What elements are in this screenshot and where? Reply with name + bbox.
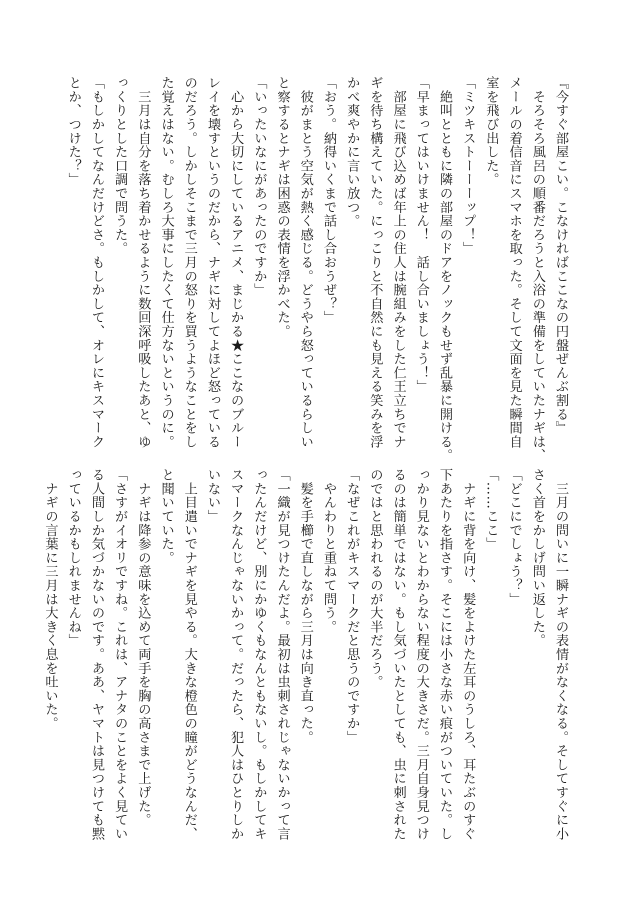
text-line: 絶叫とともに隣の部屋のドアをノックもせず乱暴に開ける。 bbox=[436, 76, 452, 463]
text-line: 髪を手櫛で直しながら三月は向き直った。 bbox=[297, 468, 313, 744]
text-line: さく首をかしげ問い返した。 bbox=[529, 468, 545, 648]
text-line: ナギに背を向け、髪をよけた左耳のうしろ、耳たぶのすぐ bbox=[460, 468, 476, 841]
text-line: 部屋に飛び込めば年上の住人は腕組みをした仁王立ちでナ bbox=[390, 76, 406, 449]
text-line: 「どこにでしょう？」 bbox=[506, 468, 522, 606]
text-line: る人間しか気づかないのです。ああ、ヤマトは見つけても黙 bbox=[88, 468, 104, 841]
text-line: 「一織が見つけたんだよ。最初は虫刺されじゃないかって言 bbox=[274, 468, 290, 841]
text-line: っくりとした口調で問うた。 bbox=[112, 76, 128, 256]
text-line: 「もしかしてなんだけどさ。もしかして、オレにキスマーク bbox=[88, 76, 104, 449]
text-line: いない」 bbox=[204, 468, 220, 524]
text-line: ナギは降参の意味を込めて両手を胸の高さまで上げた。 bbox=[135, 468, 151, 827]
text-line: 『今すぐ部屋こい。こなければここなの円盤ぜんぶ割る』 bbox=[553, 76, 568, 435]
text-line: ナギの言葉に三月は大きく息を吐いた。 bbox=[42, 468, 58, 731]
text-line: 下あたりを指さす。そこには小さな赤い痕がついていた。し bbox=[436, 468, 452, 841]
text-line: とか、つけた？」 bbox=[65, 76, 81, 187]
text-line: 三月は自分を落ち着かせるように数回深呼吸したあと、ゆ bbox=[135, 76, 151, 449]
text-line: 「なぜこれがキスマークだと思うのですか」 bbox=[344, 468, 360, 744]
text-line: やんわりと重ねて問う。 bbox=[320, 468, 336, 634]
text-line: そろそろ風呂の順番だろうと入浴の準備をしていたナギは、 bbox=[529, 76, 545, 463]
text-line: 「さすがイオリですね。これは、アナタのことをよく見てい bbox=[112, 468, 128, 841]
text-line: 「……ここ」 bbox=[483, 468, 499, 551]
text-line: っているかもしれませんね」 bbox=[65, 468, 81, 648]
text-line: 彼がまとう空気が熱く感じる。どうやら怒っているらしい bbox=[297, 76, 313, 449]
text-line: と聞いていた。 bbox=[158, 468, 174, 565]
text-line: 「ミツキストーーーップ！」 bbox=[460, 76, 476, 256]
text-line: るのは簡単ではない。もし気づいたとしても、虫に刺された bbox=[390, 468, 406, 841]
text-line: スマークなんじゃないかって。だったら、犯人はひとりしか bbox=[228, 468, 244, 841]
text-line: 「いったいなにがあったのですか」 bbox=[251, 76, 267, 297]
text-line: のではと思われるのが大半だろう。 bbox=[367, 468, 383, 689]
text-line: 室を飛び出した。 bbox=[483, 76, 499, 187]
text-line: 「早まってはいけません！ 話し合いましょう！」 bbox=[413, 76, 429, 394]
text-line: ったんだけど、別にかゆくもなんともないし。もしかしてキ bbox=[251, 468, 267, 841]
text-line: のだろう。しかしそこまで三月の怒りを買うようなことをし bbox=[181, 76, 197, 449]
text-line: レイを壊すというのだから、ナギに対してよほど怒っている bbox=[204, 76, 220, 449]
text-line: と察するとナギは困惑の表情を浮かべた。 bbox=[274, 76, 290, 339]
text-line: 三月の問いに一瞬ナギの表情がなくなる。そしてすぐに小 bbox=[553, 468, 568, 841]
text-line: た覚えはない。むしろ大事にしたくて仕方ないというのに。 bbox=[158, 76, 174, 449]
text-line: 「おう。納得いくまで話し合おうぜ？」 bbox=[320, 76, 336, 325]
text-line: かべ爽やかに言い放つ。 bbox=[344, 76, 360, 228]
text-line: 心から大切にしているアニメ、まじかる★ここなのブルー bbox=[228, 76, 244, 449]
top-text-block bbox=[56, 76, 572, 463]
text-line: 上目遣いでナギを見やる。大きな橙色の瞳がどうなんだ、 bbox=[181, 468, 197, 841]
bottom-text-block bbox=[42, 468, 572, 841]
text-line: メールの着信音にスマホを取った。そして文面を見た瞬間自 bbox=[506, 76, 522, 449]
text-line: ギを待ち構えていた。にっこりと不自然にも見える笑みを浮 bbox=[367, 76, 383, 449]
text-line: っかり見ないとわからない程度の大きさだ。三月自身見つけ bbox=[413, 468, 429, 841]
